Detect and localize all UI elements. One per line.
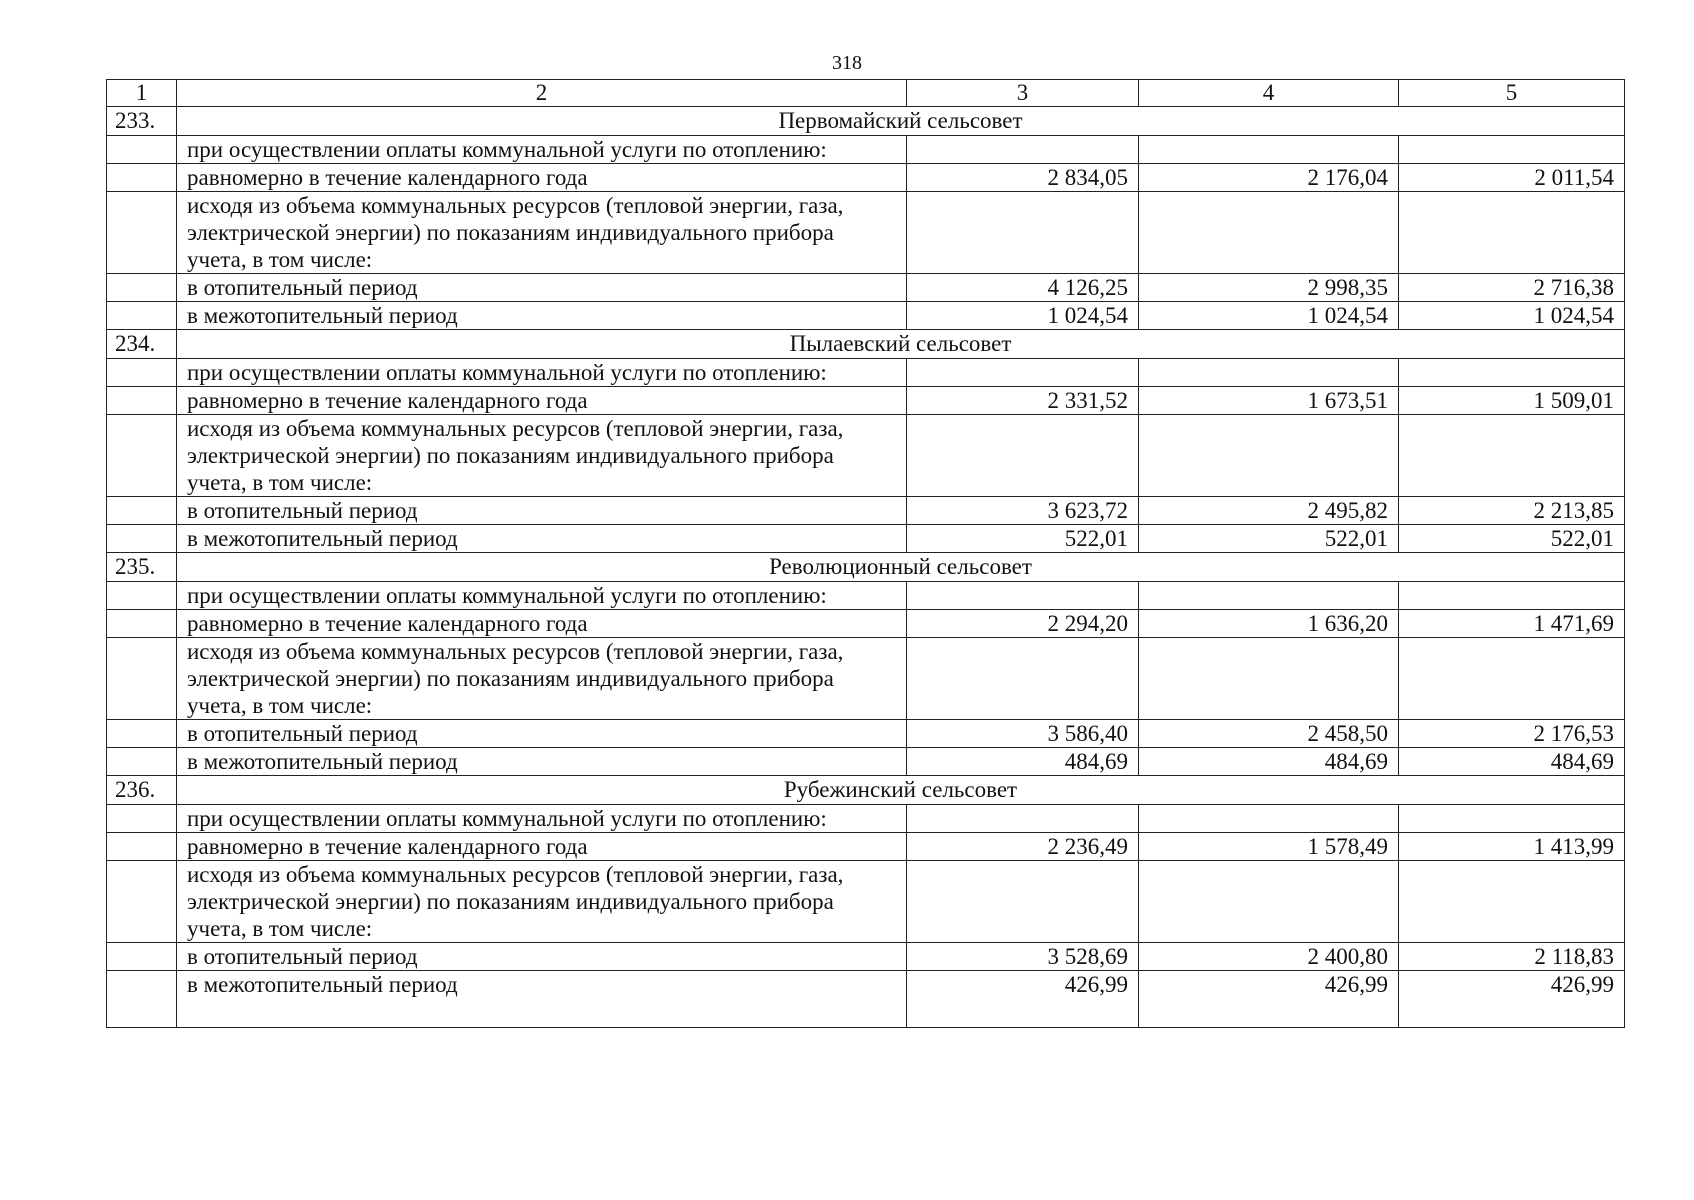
value-cell: 522,01 [1139, 525, 1399, 553]
header-row [107, 80, 1625, 107]
section-row [107, 107, 1625, 136]
value-cell: 426,99 [1139, 971, 1399, 1028]
table-row [107, 610, 1625, 638]
row-label: в отопительный период [177, 943, 907, 971]
value-cell: 1 673,51 [1139, 387, 1399, 415]
value-cell [1399, 805, 1625, 833]
value-cell [907, 638, 1139, 720]
header-cell: 3 [907, 80, 1139, 107]
value-cell [1139, 582, 1399, 610]
table-row [107, 274, 1625, 302]
value-cell [907, 136, 1139, 164]
value-cell [907, 359, 1139, 387]
index-cell [107, 525, 177, 553]
index-cell [107, 415, 177, 497]
table-row [107, 497, 1625, 525]
value-cell: 2 331,52 [907, 387, 1139, 415]
index-cell [107, 359, 177, 387]
table-row [107, 136, 1625, 164]
value-cell: 1 024,54 [907, 302, 1139, 330]
value-cell: 1 471,69 [1399, 610, 1625, 638]
value-cell [1139, 638, 1399, 720]
value-cell [1399, 638, 1625, 720]
index-cell [107, 192, 177, 274]
value-cell [1399, 582, 1625, 610]
value-cell: 4 126,25 [907, 274, 1139, 302]
table-row [107, 582, 1625, 610]
row-label: равномерно в течение календарного года [177, 833, 907, 861]
value-cell: 2 834,05 [907, 164, 1139, 192]
value-cell: 3 586,40 [907, 720, 1139, 748]
value-cell: 2 294,20 [907, 610, 1139, 638]
section-row [107, 330, 1625, 359]
value-cell [1399, 359, 1625, 387]
row-label: в межотопительный период [177, 748, 907, 776]
value-cell [907, 582, 1139, 610]
value-cell: 2 236,49 [907, 833, 1139, 861]
header-cell: 5 [1399, 80, 1625, 107]
value-cell: 2 458,50 [1139, 720, 1399, 748]
table-row [107, 861, 1625, 943]
value-cell [1139, 805, 1399, 833]
section-name: Рубежинский сельсовет [177, 776, 1625, 805]
value-cell: 3 528,69 [907, 943, 1139, 971]
table-row [107, 302, 1625, 330]
section-number: 234. [107, 330, 177, 359]
table-row [107, 971, 1625, 1028]
value-cell [1139, 136, 1399, 164]
value-cell: 2 495,82 [1139, 497, 1399, 525]
index-cell [107, 136, 177, 164]
value-cell: 2 998,35 [1139, 274, 1399, 302]
value-cell [1399, 192, 1625, 274]
value-cell: 484,69 [907, 748, 1139, 776]
value-cell [1399, 136, 1625, 164]
value-cell: 2 176,53 [1399, 720, 1625, 748]
row-label: в межотопительный период [177, 971, 907, 1028]
row-label: в отопительный период [177, 720, 907, 748]
page-number: 318 [832, 52, 862, 74]
value-cell [1399, 415, 1625, 497]
row-label: при осуществлении оплаты коммунальной услуги по отоплению: [177, 582, 907, 610]
value-cell [1139, 359, 1399, 387]
value-cell: 1 413,99 [1399, 833, 1625, 861]
value-cell: 2 118,83 [1399, 943, 1625, 971]
value-cell: 426,99 [907, 971, 1139, 1028]
value-cell: 484,69 [1139, 748, 1399, 776]
value-cell: 426,99 [1399, 971, 1625, 1028]
section-row [107, 776, 1625, 805]
index-cell [107, 302, 177, 330]
row-label: равномерно в течение календарного года [177, 610, 907, 638]
row-label: в отопительный период [177, 274, 907, 302]
value-cell: 1 024,54 [1139, 302, 1399, 330]
value-cell [907, 805, 1139, 833]
row-label: при осуществлении оплаты коммунальной услуги по отоплению: [177, 136, 907, 164]
table-row [107, 638, 1625, 720]
table-row [107, 943, 1625, 971]
table-row [107, 164, 1625, 192]
section-row [107, 553, 1625, 582]
index-cell [107, 720, 177, 748]
index-cell [107, 164, 177, 192]
table-row [107, 192, 1625, 274]
index-cell [107, 638, 177, 720]
section-name: Пылаевский сельсовет [177, 330, 1625, 359]
header-cell: 4 [1139, 80, 1399, 107]
row-label: в межотопительный период [177, 525, 907, 553]
section-name: Первомайский сельсовет [177, 107, 1625, 136]
table-row [107, 748, 1625, 776]
row-label: исходя из объема коммунальных ресурсов (тепловой энергии, газа, электрической энергии) по показаниям индивидуального прибора учета, в том числе: [177, 415, 907, 497]
index-cell [107, 805, 177, 833]
index-cell [107, 971, 177, 1028]
value-cell: 2 176,04 [1139, 164, 1399, 192]
index-cell [107, 943, 177, 971]
value-cell [1139, 192, 1399, 274]
section-number: 233. [107, 107, 177, 136]
table-row [107, 805, 1625, 833]
index-cell [107, 582, 177, 610]
value-cell: 522,01 [907, 525, 1139, 553]
row-label: в отопительный период [177, 497, 907, 525]
row-label: исходя из объема коммунальных ресурсов (тепловой энергии, газа, электрической энергии) по показаниям индивидуального прибора учета, в том числе: [177, 861, 907, 943]
header-cell: 1 [107, 80, 177, 107]
value-cell [1139, 415, 1399, 497]
table-row [107, 525, 1625, 553]
row-label: при осуществлении оплаты коммунальной услуги по отоплению: [177, 359, 907, 387]
table-row [107, 359, 1625, 387]
value-cell [907, 415, 1139, 497]
table-row [107, 387, 1625, 415]
index-cell [107, 748, 177, 776]
value-cell [907, 861, 1139, 943]
value-cell: 1 024,54 [1399, 302, 1625, 330]
value-cell: 2 400,80 [1139, 943, 1399, 971]
row-label: исходя из объема коммунальных ресурсов (тепловой энергии, газа, электрической энергии) по показаниям индивидуального прибора учета, в том числе: [177, 192, 907, 274]
value-cell: 1 578,49 [1139, 833, 1399, 861]
section-name: Революционный сельсовет [177, 553, 1625, 582]
row-label: равномерно в течение календарного года [177, 164, 907, 192]
value-cell [907, 192, 1139, 274]
row-label: исходя из объема коммунальных ресурсов (тепловой энергии, газа, электрической энергии) по показаниям индивидуального прибора учета, в том числе: [177, 638, 907, 720]
index-cell [107, 861, 177, 943]
header-cell: 2 [177, 80, 907, 107]
tariff-table [106, 79, 1625, 1028]
value-cell [1139, 861, 1399, 943]
value-cell: 484,69 [1399, 748, 1625, 776]
value-cell: 522,01 [1399, 525, 1625, 553]
value-cell: 2 011,54 [1399, 164, 1625, 192]
value-cell: 2 716,38 [1399, 274, 1625, 302]
index-cell [107, 833, 177, 861]
row-label: в межотопительный период [177, 302, 907, 330]
value-cell: 1 636,20 [1139, 610, 1399, 638]
value-cell: 1 509,01 [1399, 387, 1625, 415]
row-label: равномерно в течение календарного года [177, 387, 907, 415]
index-cell [107, 274, 177, 302]
section-number: 235. [107, 553, 177, 582]
value-cell: 2 213,85 [1399, 497, 1625, 525]
section-number: 236. [107, 776, 177, 805]
index-cell [107, 387, 177, 415]
row-label: при осуществлении оплаты коммунальной услуги по отоплению: [177, 805, 907, 833]
value-cell: 3 623,72 [907, 497, 1139, 525]
index-cell [107, 610, 177, 638]
index-cell [107, 497, 177, 525]
table-row [107, 720, 1625, 748]
table-row [107, 415, 1625, 497]
value-cell [1399, 861, 1625, 943]
table-row [107, 833, 1625, 861]
